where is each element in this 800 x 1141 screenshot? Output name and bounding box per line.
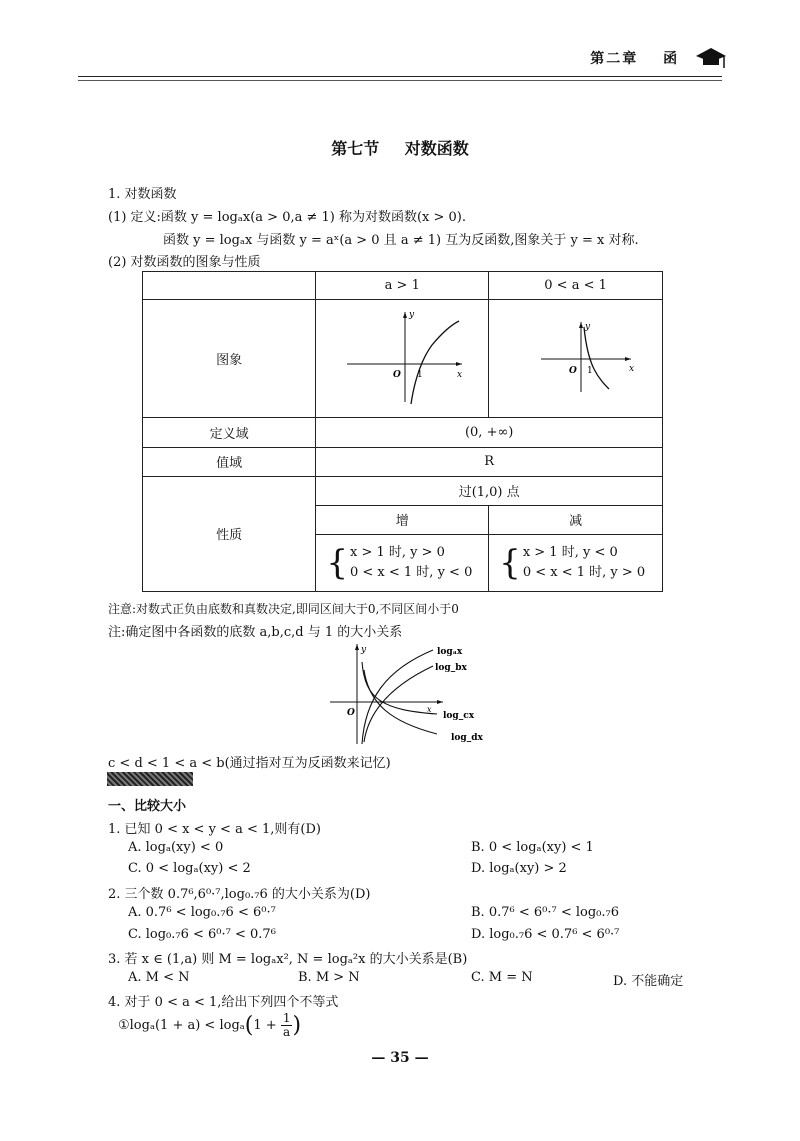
brace-icon: { (499, 542, 521, 583)
col-header-a-lt-1: 0 < a < 1 (489, 272, 663, 300)
monotonic-decreasing: 减 (489, 505, 663, 534)
fixed-point: 过(1,0) 点 (316, 476, 663, 505)
q1-option-d: D. logₐ(xy) > 2 (471, 861, 567, 876)
graph-a-lt-1 (489, 300, 663, 418)
heading-graph-props: (2) 对数函数的图象与性质 (108, 255, 261, 270)
graduation-cap-icon (694, 44, 728, 72)
svg-text:O: O (347, 708, 355, 718)
svg-text:y: y (409, 309, 415, 320)
svg-text:x: x (457, 369, 463, 380)
row-label-graph: 图象 (143, 300, 316, 418)
q3-option-c: C. M = N (471, 970, 533, 985)
q1-option-b: B. 0 < logₐ(xy) < 1 (471, 840, 594, 855)
base-order-result: c < d < 1 < a < b(通过指对互为反函数来记忆) (108, 756, 391, 771)
chapter-title-a: 函 (663, 51, 680, 67)
section-marker-bar (107, 772, 193, 786)
brace-icon: { (326, 542, 348, 583)
fraction-1-over-a: $\frac{1}{a}$ (282, 1011, 291, 1039)
header-rule (78, 76, 722, 77)
q3-option-d: D. 不能确定 (613, 974, 684, 989)
definition-line: (1) 定义:函数 y = logₐx(a > 0,a ≠ 1) 称为对数函数(x > 0). (108, 210, 467, 225)
graph-decreasing (511, 307, 641, 407)
svg-text:log_cx: log_cx (443, 711, 475, 721)
svg-text:logₐx: logₐx (437, 647, 463, 657)
inverse-note: 函数 y = logₐx 与函数 y = aˣ(a > 0 且 a ≠ 1) 互为反函数,图象关于 y = x 对称. (163, 233, 639, 248)
sign-cases-a-lt-1: { x > 1 时, y < 0 0 < x < 1 时, y > 0 (489, 534, 663, 591)
svg-text:y: y (361, 645, 367, 655)
four-log-curves-figure (325, 640, 485, 750)
heading-log-function: 1. 对数函数 (108, 187, 177, 202)
domain-value: (0, +∞) (316, 418, 663, 447)
svg-text:x: x (628, 363, 634, 374)
q4-inequality-1: ①logₐ(1 + a) < logₐ(1 + $\frac{1}{a}$ ) (118, 1011, 302, 1039)
svg-text:y: y (584, 321, 590, 332)
question-1: 1. 已知 0 < x < y < a < 1,则有(D) (108, 822, 321, 837)
q2-option-b: B. 0.7⁶ < 6⁰·⁷ < log₀.₇6 (471, 905, 619, 920)
svg-text:x: x (427, 705, 432, 714)
note-compare-bases: 注:确定图中各函数的底数 a,b,c,d 与 1 的大小关系 (108, 625, 403, 640)
header-rule-thin (78, 80, 722, 81)
q1-option-c: C. 0 < logₐ(xy) < 2 (128, 861, 251, 876)
q3-option-b: B. M > N (298, 970, 360, 985)
svg-text:1: 1 (417, 369, 423, 380)
question-2: 2. 三个数 0.7⁶,6⁰·⁷,log₀.₇6 的大小关系为(D) (108, 887, 371, 902)
col-header-a-gt-1: a > 1 (316, 272, 489, 300)
monotonic-increasing: 增 (316, 505, 489, 534)
q1-option-a: A. logₐ(xy) < 0 (128, 840, 224, 855)
chapter-label: 第二章 (590, 51, 639, 67)
section-title: 第七节 对数函数 (331, 139, 469, 158)
row-label-domain: 定义域 (143, 418, 316, 447)
svg-text:1: 1 (586, 365, 593, 376)
sign-cases-a-gt-1: { x > 1 时, y > 0 0 < x < 1 时, y < 0 (316, 534, 489, 591)
svg-text:log_bx: log_bx (435, 663, 467, 673)
q2-option-c: C. log₀.₇6 < 6⁰·⁷ < 0.7⁶ (128, 927, 276, 942)
svg-text:log_dx: log_dx (451, 733, 483, 743)
graph-a-gt-1 (316, 300, 489, 418)
page-number: — 35 — (371, 1050, 429, 1066)
range-value: R (316, 447, 663, 476)
q3-option-a: A. M < N (128, 970, 190, 985)
graph-increasing (337, 307, 467, 407)
q2-option-a: A. 0.7⁶ < log₀.₇6 < 6⁰·⁷ (128, 905, 276, 920)
q2-option-d: D. log₀.₇6 < 0.7⁶ < 6⁰·⁷ (471, 927, 620, 942)
question-3: 3. 若 x ∈ (1,a) 则 M = logₐx², N = logₐ²x 的大小关系是(B) (108, 952, 468, 967)
properties-table (142, 271, 663, 592)
row-label-properties: 性质 (143, 476, 316, 591)
svg-text:O: O (568, 365, 577, 376)
row-label-range: 值域 (143, 447, 316, 476)
svg-text:O: O (393, 369, 402, 380)
exercise-heading: 一、比较大小 (108, 799, 187, 814)
note-sign-rule: 注意:对数式正负由底数和真数决定,即同区间大于0,不同区间小于0 (108, 602, 459, 616)
question-4: 4. 对于 0 < a < 1,给出下列四个不等式 (108, 995, 339, 1010)
